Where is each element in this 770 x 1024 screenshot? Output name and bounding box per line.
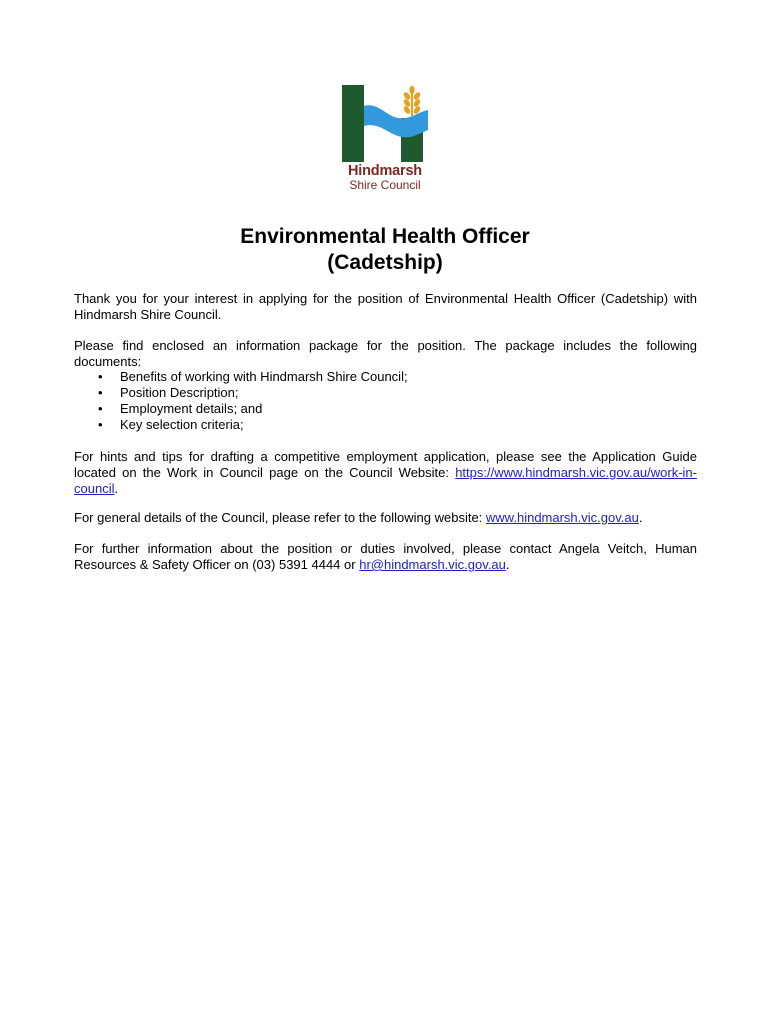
logo-emblem-icon — [338, 82, 432, 164]
list-item-text: Employment details; and — [120, 401, 263, 416]
council-website-link[interactable]: www.hindmarsh.vic.gov.au — [485, 510, 639, 525]
hr-email-link[interactable]: hr@hindmarsh.vic.gov.au — [359, 557, 506, 572]
documents-list — [74, 369, 697, 433]
document-title — [0, 224, 770, 276]
council-website-paragraph — [74, 510, 697, 526]
contact-text: For further information about the position or duties involved, please contact Angela Veitch, Human Resources & Safety Officer on (03) 5391 4444 or — [74, 541, 697, 572]
bullet-icon: • — [98, 417, 103, 432]
list-item — [74, 369, 697, 385]
application-guide-paragraph — [74, 449, 697, 497]
title-line-2: (Cadetship) — [327, 251, 443, 274]
list-item-text: Benefits of working with Hindmarsh Shire Council; — [120, 369, 408, 384]
bullet-icon: • — [98, 385, 103, 400]
punctuation: . — [638, 510, 643, 525]
punctuation: . — [114, 481, 119, 496]
intro-paragraph: Thank you for your interest in applying for the position of Environmental Health Officer (Cadetship) with Hindmarsh Shire Council. — [74, 291, 697, 322]
contact-paragraph — [74, 541, 697, 573]
list-item-text: Position Description; — [120, 385, 239, 400]
bullet-icon: • — [98, 369, 103, 384]
application-guide-text: For hints and tips for drafting a competitive employment application, please see the Application Guide located on the Work in Council page on the Council Website: — [74, 449, 697, 480]
logo-subtitle: Shire Council — [349, 178, 421, 192]
hindmarsh-shire-council-logo — [338, 82, 432, 194]
list-item — [74, 401, 697, 417]
work-in-council-link[interactable]: https://www.hindmarsh.vic.gov.au/work-in-council — [74, 465, 697, 496]
punctuation: . — [505, 557, 510, 572]
council-website-text: For general details of the Council, please refer to the following website: — [74, 510, 483, 525]
list-item-text: Key selection criteria; — [120, 417, 244, 432]
title-line-1: Environmental Health Officer — [240, 225, 530, 248]
list-item — [74, 385, 697, 401]
list-item — [74, 417, 697, 433]
logo-name: Hindmarsh — [348, 163, 422, 179]
package-paragraph: Please find enclosed an information package for the position. The package includes the following documents: — [74, 338, 697, 369]
bullet-icon: • — [98, 401, 103, 416]
